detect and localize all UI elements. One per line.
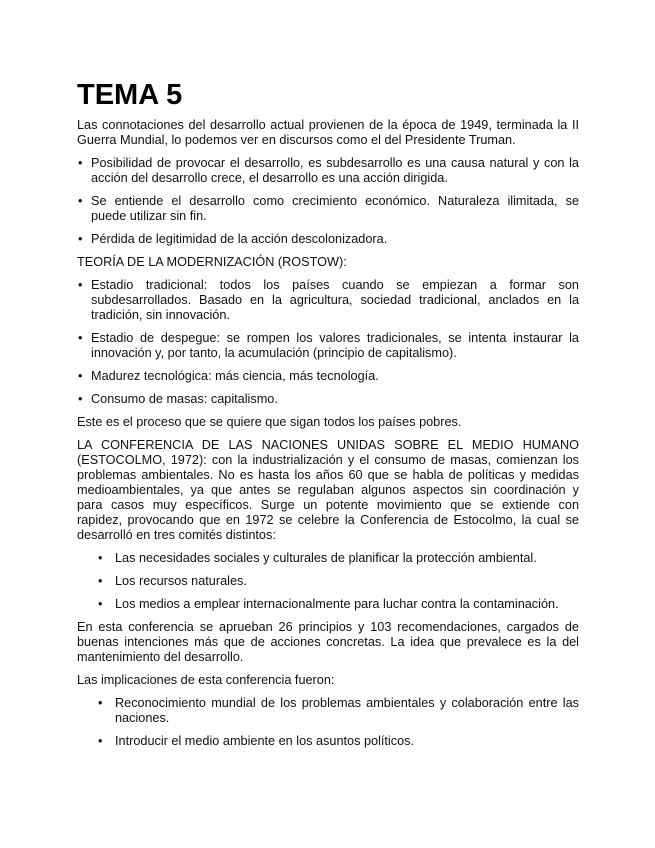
bullet-marker: •	[78, 232, 83, 246]
text-line: para casos muy específicos. Surge un potente movimiento que se extiende con	[77, 498, 579, 512]
bullet-marker: •	[78, 278, 83, 292]
text-line: naciones.	[115, 711, 170, 725]
bullet-marker: •	[78, 156, 83, 170]
text-line: subdesarrollados. Basado en la agricultura, sociedad tradicional, anclados en la	[91, 293, 579, 307]
list-item	[77, 232, 579, 247]
text-line: Madurez tecnológica: más ciencia, más tecnología.	[91, 369, 379, 383]
list-item	[77, 331, 579, 361]
page-title: TEMA 5	[77, 79, 183, 111]
intro-paragraph	[77, 118, 579, 148]
outcome-paragraph	[77, 620, 579, 665]
text-line: Las connotaciones del desarrollo actual provienen de la época de 1949, terminada la II	[77, 118, 579, 132]
text-line: innovación y, por tanto, la acumulación (principio de capitalismo).	[91, 346, 457, 360]
bullet-marker: •	[98, 597, 103, 611]
text-line: Este es el proceso que se quiere que sigan todos los países pobres.	[77, 415, 462, 429]
text-line: rapidez, provocando que en 1972 se celebre la Conferencia de Estocolmo, la cual se	[77, 513, 579, 527]
text-line: Pérdida de legitimidad de la acción descolonizadora.	[91, 232, 388, 246]
text-line: Consumo de masas: capitalismo.	[91, 392, 278, 406]
bullet-marker: •	[78, 392, 83, 406]
list-item	[77, 392, 579, 407]
bullet-marker: •	[78, 369, 83, 383]
list-item	[77, 551, 579, 566]
list-item	[77, 278, 579, 323]
implications-list	[77, 696, 579, 749]
text-line: Se entiende el desarrollo como crecimiento económico. Naturaleza ilimitada, se	[91, 194, 579, 208]
text-line: Estadio de despegue: se rompen los valores tradicionales, se intenta instaurar la	[91, 331, 579, 345]
text-line: (ESTOCOLMO, 1972): con la industrialización y el consumo de masas, comienzan los	[77, 453, 579, 467]
text-line: Las necesidades sociales y culturales de planificar la protección ambiental.	[115, 551, 537, 565]
implications-intro	[77, 673, 579, 688]
list-item	[77, 696, 579, 726]
text-line: TEORÍA DE LA MODERNIZACIÓN (ROSTOW):	[77, 255, 347, 269]
bullet-marker: •	[98, 574, 103, 588]
text-line: acción del desarrollo crece, el desarrollo es una acción dirigida.	[91, 171, 448, 185]
text-line: Guerra Mundial, lo podemos ver en discursos como el del Presidente Truman.	[77, 133, 516, 147]
text-line: problemas ambientales. No es hasta los años 60 que se habla de políticas y medidas	[77, 468, 579, 482]
text-line: Posibilidad de provocar el desarrollo, es subdesarrollo es una causa natural y con la	[91, 156, 579, 170]
document-body	[77, 81, 579, 749]
text-line: En esta conferencia se aprueban 26 principios y 103 recomendaciones, cargados de	[77, 620, 579, 634]
bullet-marker: •	[98, 696, 103, 710]
origins-list	[77, 156, 579, 247]
list-item	[77, 574, 579, 589]
stages-list	[77, 278, 579, 407]
text-line: Estadio tradicional: todos los países cuando se empiezan a formar son	[91, 278, 579, 292]
bullet-marker: •	[78, 331, 83, 345]
modernization-conclusion	[77, 415, 579, 430]
bullet-marker: •	[98, 551, 103, 565]
text-line: Reconocimiento mundial de los problemas ambientales y colaboración entre las	[115, 696, 579, 710]
text-line: tradición, sin innovación.	[91, 308, 230, 322]
list-item	[77, 734, 579, 749]
text-line: Los medios a emplear internacionalmente para luchar contra la contaminación.	[115, 597, 559, 611]
section-heading-modernization	[77, 255, 579, 270]
committees-list	[77, 551, 579, 612]
text-line: mantenimiento del desarrollo.	[77, 650, 244, 664]
list-item	[77, 369, 579, 384]
bullet-marker: •	[98, 734, 103, 748]
text-line: LA CONFERENCIA DE LAS NACIONES UNIDAS SOBRE EL MEDIO HUMANO	[77, 438, 579, 452]
text-line: Las implicaciones de esta conferencia fueron:	[77, 673, 335, 687]
text-line: Los recursos naturales.	[115, 574, 247, 588]
text-line: Introducir el medio ambiente en los asuntos políticos.	[115, 734, 415, 748]
text-line: puede utilizar sin fin.	[91, 209, 207, 223]
bullet-marker: •	[78, 194, 83, 208]
stockholm-paragraph	[77, 438, 579, 543]
list-item	[77, 597, 579, 612]
text-line: desarrolló en tres comités distintos:	[77, 528, 276, 542]
text-line: buenas intenciones más que de acciones concretas. La idea que prevalece es la del	[77, 635, 579, 649]
text-line: medioambientales, ya que antes se regulaban algunos aspectos sin coordinación y	[77, 483, 579, 497]
list-item	[77, 194, 579, 224]
list-item	[77, 156, 579, 186]
